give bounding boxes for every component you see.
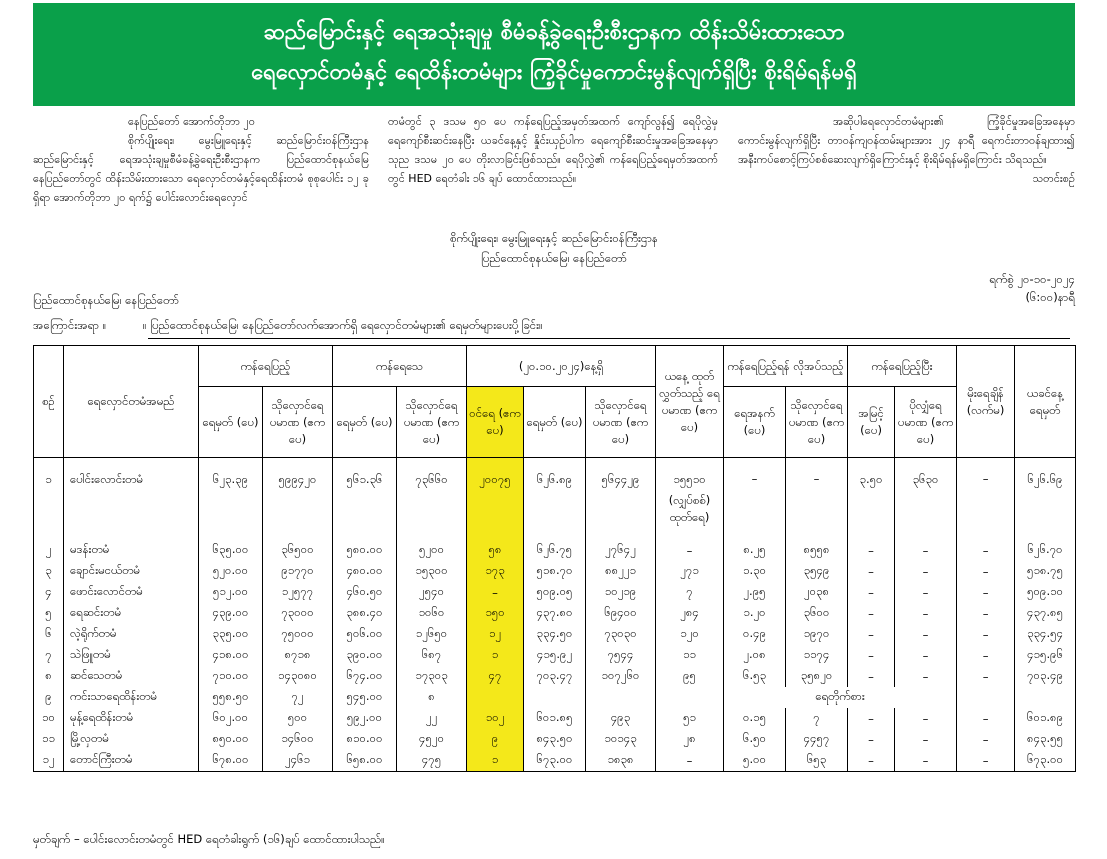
- table-cell: [1015, 510, 1076, 540]
- table-cell: –: [895, 582, 957, 603]
- table-cell: –: [957, 666, 1015, 687]
- table-cell: –: [957, 624, 1015, 645]
- table-cell: ၇၃၀၀၀: [263, 603, 333, 624]
- table-cell: ၄၆၀.၅၀: [333, 582, 397, 603]
- table-cell: ၅၉၉၄၂၀: [263, 458, 333, 511]
- table-cell: ၅၂၀၀: [397, 540, 467, 561]
- headline-banner: [33, 3, 1075, 106]
- issuer-ministry: စိုက်ပျိုးရေး၊ မွေးမြူရေးနှင့် ဆည်မြောင်းဝန်ကြီးဌာန: [449, 231, 658, 245]
- table-cell: ၅၈၀.၀၀: [333, 540, 397, 561]
- col-header-prev: ယခင်နေ့ ရေမှတ်: [1015, 346, 1076, 458]
- table-row: [34, 458, 1076, 511]
- table-cell: ၁၀၂: [467, 708, 524, 729]
- table-cell: ၂၇၁: [656, 561, 724, 582]
- table-spacer-row: [34, 510, 1076, 540]
- table-cell: –: [848, 582, 895, 603]
- table-cell: ၅၅၈.၅၀: [199, 687, 263, 708]
- sub-header-need-depth: ရေအနက် (ပေ): [724, 387, 786, 458]
- table-row: [34, 645, 1076, 666]
- reservoir-name: တောင်ကြီးတမံ: [64, 750, 199, 772]
- table-cell: ၁၀၆၀: [397, 603, 467, 624]
- table-cell: ၆၅၃: [786, 750, 848, 772]
- table-cell: ၁၂၀: [656, 624, 724, 645]
- table-cell: ၅၁၂.၀၀: [199, 582, 263, 603]
- table-cell: ၃၃၄.၅၄: [1015, 624, 1076, 645]
- table-cell: ၆.၅၃: [724, 666, 786, 687]
- addressee: ပြည်ထောင်စုနယ်မြေ၊ နေပြည်တော်: [33, 293, 180, 307]
- table-cell: ၃၆၅၀၀: [263, 540, 333, 561]
- table-cell: ၁: [467, 645, 524, 666]
- table-cell: ၆၀၂.၀၀: [199, 708, 263, 729]
- table-cell: ၅.၀၀: [724, 750, 786, 772]
- table-cell: –: [957, 729, 1015, 750]
- table-cell: ၄၅၂၀: [397, 729, 467, 750]
- table-cell: ၀.၄၉: [724, 624, 786, 645]
- group-header-date: (၂၀.၁၀.၂၀၂၄)နေ့ရှိ: [467, 346, 656, 387]
- table-cell: ၈၅၀.၀၀: [199, 729, 263, 750]
- table-cell: [656, 458, 724, 511]
- table-cell: [724, 510, 786, 540]
- table-cell: [786, 510, 848, 540]
- table-cell: ၇: [656, 582, 724, 603]
- table-cell: ၅၂၀.၀၀: [199, 561, 263, 582]
- table-cell: –: [895, 540, 957, 561]
- table-cell: ၄၃၇.၈၀: [524, 603, 586, 624]
- table-cell: ၄၁၅.၉၂: [524, 645, 586, 666]
- table-cell: ၈၇၁၈: [263, 645, 333, 666]
- table-cell: ၈: [34, 666, 64, 687]
- table-cell: ၁၁၇၄: [786, 645, 848, 666]
- table-cell: ၆၂၆.၈၉: [524, 458, 586, 511]
- table-cell: –: [895, 708, 957, 729]
- table-cell: ၅၁: [656, 708, 724, 729]
- table-cell: [848, 510, 895, 540]
- table-cell: [34, 510, 64, 540]
- reservoir-name: ဆင်သေတမံ: [64, 666, 199, 687]
- table-cell: ၆၂၆.၇၀: [1015, 540, 1076, 561]
- table-cell: ၇၀၃.၄၉: [1015, 666, 1076, 687]
- group-header-need: ကန်ရေပြည့်ရန် လိုအပ်သည့်: [724, 346, 848, 387]
- table-cell: ၁၂၅၇၇: [263, 582, 333, 603]
- reservoir-name: ပေါင်းလောင်းတမံ: [64, 458, 199, 511]
- table-cell: –: [848, 750, 895, 772]
- reservoir-name: မုန့်ရေထိန်းတမံ: [64, 708, 199, 729]
- table-cell: ၅၆၄၄၂၉: [586, 458, 656, 511]
- table-cell: ၆၇၃.၀၀: [1015, 750, 1076, 772]
- table-cell: [524, 687, 586, 708]
- table-cell: ၅၀၆.၀၀: [333, 624, 397, 645]
- table-cell: ၆၂၆.၇၅: [524, 540, 586, 561]
- table-cell: ၇၂: [263, 687, 333, 708]
- table-cell: [1015, 687, 1076, 708]
- table-row: [34, 582, 1076, 603]
- reservoir-name: လဲ့ရိုက်တမံ: [64, 624, 199, 645]
- table-cell: ၃: [34, 561, 64, 582]
- table-cell: –: [895, 729, 957, 750]
- table-cell: ၆၂၆.၆၉: [1015, 458, 1076, 511]
- table-cell: ၆၃၅.၀၀: [199, 540, 263, 561]
- table-cell: –: [848, 666, 895, 687]
- table-cell: ၃၃၅.၀၀: [199, 624, 263, 645]
- group-header-full: ကန်ရေပြည့်: [199, 346, 333, 387]
- subject-text: ။ ပြည်ထောင်စုနယ်မြေ၊ နေပြည်တော်လက်အောက်ရှိ ရေလှောင်တမံများ၏ ရေမှတ်များပေးပို့ခြင်း။: [143, 318, 543, 332]
- table-cell: –: [848, 624, 895, 645]
- table-cell: [333, 510, 397, 540]
- table-row: [34, 729, 1076, 750]
- table-cell: ၁၈၃၈: [586, 750, 656, 772]
- table-cell: [586, 687, 656, 708]
- table-body: [34, 458, 1076, 772]
- table-cell: –: [957, 750, 1015, 772]
- table-cell: ၂၈၄: [656, 603, 724, 624]
- table-cell: ၇၃၆၆၀: [397, 458, 467, 511]
- table-cell: [467, 687, 524, 708]
- table-cell: ၂၀၃၈: [786, 582, 848, 603]
- table-cell: ၂.၉၅: [724, 582, 786, 603]
- merged-note: ရေတိုက်စား: [724, 687, 957, 708]
- table-cell: [957, 687, 1015, 708]
- table-cell: ၇၅၀၀၀: [263, 624, 333, 645]
- table-cell: –: [957, 561, 1015, 582]
- table-cell: ၁၂၆၅၀: [397, 624, 467, 645]
- table-cell: ၅၁၈.၇၅: [1015, 561, 1076, 582]
- issuer-location: ပြည်ထောင်စုနယ်မြေ၊ နေပြည်တော်: [480, 251, 628, 265]
- table-cell: ၁.၃၀: [724, 561, 786, 582]
- table-cell: [586, 510, 656, 540]
- table-row: [34, 750, 1076, 772]
- table-cell: ၀.၁၅: [724, 708, 786, 729]
- table-cell: [656, 687, 724, 708]
- table-cell: ၄၇: [467, 666, 524, 687]
- table-cell: ၁.၂၀: [724, 603, 786, 624]
- table-cell: –: [848, 729, 895, 750]
- letter-date: ရက်စွဲ ၂၀-၁၀-၂၀၂၄: [989, 272, 1075, 286]
- table-cell: ၆၀၁.၈၅: [524, 708, 586, 729]
- table-cell: ၇: [786, 708, 848, 729]
- table-cell: –: [848, 561, 895, 582]
- table-cell: –: [895, 561, 957, 582]
- table-row: [34, 708, 1076, 729]
- table-cell: ၃၃၄.၅၀: [524, 624, 586, 645]
- table-cell: ၂၅၄၀: [397, 582, 467, 603]
- table-cell: ၁၂: [467, 624, 524, 645]
- table-cell: –: [957, 540, 1015, 561]
- table-cell: ၈၄၃.၅၀: [524, 729, 586, 750]
- table-cell: –: [895, 645, 957, 666]
- table-cell: ၅၀၀: [263, 708, 333, 729]
- table-cell: ၂၄၆၁: [263, 750, 333, 772]
- table-cell: [957, 510, 1015, 540]
- table-cell: –: [848, 645, 895, 666]
- table-cell: [263, 510, 333, 540]
- table-cell: ၄: [34, 582, 64, 603]
- table-cell: [397, 510, 467, 540]
- table-cell: ၂၀၀၇၅: [467, 458, 524, 511]
- news-source: သတင်းစဉ်: [1032, 172, 1075, 185]
- col-header-release: ယနေ့ ထုတ်လွှတ်သည့် ရေပမာဏ (ဧကပေ): [656, 346, 724, 458]
- table-row: [34, 687, 1076, 708]
- table-cell: ၁၁: [656, 645, 724, 666]
- table-cell: ၈၄၃.၅၅: [1015, 729, 1076, 750]
- table-cell: ၅၈: [467, 540, 524, 561]
- sub-header-over-qty: ပိုလျှံရေ ပမာဏ (ဧကပေ): [895, 387, 957, 458]
- table-cell: ၉: [34, 687, 64, 708]
- table-cell: ၆၉၄၀၀: [586, 603, 656, 624]
- reference-date: [989, 270, 1075, 306]
- table-cell: ၁၅၃၀၀: [397, 561, 467, 582]
- table-cell: –: [724, 458, 786, 511]
- issuer-block: [33, 228, 1075, 268]
- table-cell: ၅၁၈.၇၀: [524, 561, 586, 582]
- table-cell: ၄၃၉.၀၀: [199, 603, 263, 624]
- table-cell: ၄၃၇.၈၅: [1015, 603, 1076, 624]
- sub-header-inflow: ဝင်ရေ (ဧကပေ): [467, 387, 524, 458]
- table-cell: –: [848, 603, 895, 624]
- sub-header-date-level: ရေမှတ် (ပေ): [524, 387, 586, 458]
- table-cell: ၁: [467, 750, 524, 772]
- body-column-1: [33, 112, 369, 207]
- table-cell: –: [848, 540, 895, 561]
- table-cell: ၄၇၅: [397, 750, 467, 772]
- table-cell: –: [656, 540, 724, 561]
- table-cell: ၆: [34, 624, 64, 645]
- table-cell: ၃၆၃၀: [895, 458, 957, 511]
- table-cell: ၉၁၇၇၀: [263, 561, 333, 582]
- reservoir-table: [33, 345, 1076, 772]
- headline-line-1: ဆည်မြောင်းနှင့် ရေအသုံးချမှု စီမံခန့်ခွဲရေးဦးစီးဌာနက ထိန်းသိမ်းထားသော: [263, 20, 845, 45]
- table-cell: ၆.၅၀: [724, 729, 786, 750]
- table-cell: ၄၄၅၇: [786, 729, 848, 750]
- table-cell: ၃၉၀.၀၀: [333, 645, 397, 666]
- sub-header-over-height: အမြင့် (ပေ): [848, 387, 895, 458]
- table-cell: ၅၆၁.၃၆: [333, 458, 397, 511]
- table-cell: ၆၇၃.၀၀: [524, 750, 586, 772]
- table-cell: ၂: [34, 540, 64, 561]
- table-cell: –: [895, 603, 957, 624]
- table-cell: ၂၂: [397, 708, 467, 729]
- table-cell: ၂၈: [656, 729, 724, 750]
- reservoir-name: ဖောင်းလောင်တမံ: [64, 582, 199, 603]
- table-cell: –: [895, 624, 957, 645]
- table-cell: –: [656, 750, 724, 772]
- table-cell: ၁၄၃၀၈၀: [263, 666, 333, 687]
- table-cell: ၃၅၈၂၀: [786, 666, 848, 687]
- release-note: (လျှပ်စစ်): [668, 493, 711, 507]
- table-cell: ၆၈၇: [397, 645, 467, 666]
- table-cell: ၁၉၇၀: [786, 624, 848, 645]
- table-cell: ၈.၂၅: [724, 540, 786, 561]
- sub-header-full-storage: သိုလှောင်ရေ ပမာဏ (ဧကပေ): [263, 387, 333, 458]
- table-cell: ၁၀၇၂၆၀: [586, 666, 656, 687]
- table-cell: ၂.၀၈: [724, 645, 786, 666]
- table-cell: ၆၀၁.၈၉: [1015, 708, 1076, 729]
- release-note-cont: ထုတ်ရေ): [656, 510, 724, 540]
- table-cell: –: [957, 458, 1015, 511]
- table-cell: –: [957, 582, 1015, 603]
- table-cell: ၈၅၅၈: [786, 540, 848, 561]
- table-cell: ၁၅၀: [467, 603, 524, 624]
- group-header-over: ကန်ရေပြည့်ပြီး: [848, 346, 957, 387]
- table-cell: –: [895, 666, 957, 687]
- table-cell: ၈: [397, 687, 467, 708]
- group-header-dead: ကန်ရေသေ: [333, 346, 467, 387]
- sub-header-full-level: ရေမှတ် (ပေ): [199, 387, 263, 458]
- table-cell: ၈၁၀.၀၀: [333, 729, 397, 750]
- col-header-rain: မိုးရေချိန် (လက်မ): [957, 346, 1015, 458]
- body-column-2: [388, 112, 718, 188]
- table-cell: ၇၅၄၄: [586, 645, 656, 666]
- table-cell: ၄၁၅.၉၆: [1015, 645, 1076, 666]
- dateline: နေပြည်တော် အောက်တိုဘာ ၂၀: [128, 115, 255, 128]
- subject-underline: [148, 338, 1070, 339]
- table-cell: ၁၂: [34, 750, 64, 772]
- table-cell: –: [467, 582, 524, 603]
- table-cell: ၃၈၈.၄၀: [333, 603, 397, 624]
- body-column-3: [738, 112, 1075, 188]
- reservoir-name: ချောင်းမငယ်တမံ: [64, 561, 199, 582]
- table-cell: –: [957, 645, 1015, 666]
- reservoir-name: ရေဆင်းတမံ: [64, 603, 199, 624]
- body-paragraph-2: တမံတွင် ၃ ဒသမ ၅၀ ပေ ကန်ရေပြည့်အမှတ်အထက် ကျော်လွန်၍ ရေပိုလွှဲမှ ရေကျော်စီးဆင်းနေပြီး ယခင်နေ့နှင့် နှိုင်းယှဉ်ပါက ရေကျော်စီးဆင်းမှုအခြေအနေမှာ သုည ဒသမ ၂၀ ပေ တိုးလာခြင်းဖြစ်သည်။ ရေပိုလွှဲ၏ ကန်ရေပြည့်ရေမှတ်အထက်တွင် HED ရေတံခါး ၁၆ ချပ် ထောင်ထားသည်။: [388, 115, 718, 185]
- sub-header-need-storage: သိုလှောင်ရေ ပမာဏ (ဧကပေ): [786, 387, 848, 458]
- footnote: မှတ်ချက် – ပေါင်းလောင်းတမံတွင် HED ရေတံခါးရွက် (၁၆)ချပ် ထောင်ထားပါသည်။: [33, 832, 385, 846]
- table-cell: ၅၀၉.၀၅: [524, 582, 586, 603]
- table-cell: ၃၆၀၀: [786, 603, 848, 624]
- reservoir-name: သဲဖြူတမံ: [64, 645, 199, 666]
- sub-header-date-storage: သိုလှောင်ရေ ပမာဏ (ဧကပေ): [586, 387, 656, 458]
- table-row: [34, 666, 1076, 687]
- reservoir-name: ကင်းသာရေထိန်းတမံ: [64, 687, 199, 708]
- table-cell: ၅၀၉.၁၀: [1015, 582, 1076, 603]
- table-cell: [64, 510, 199, 540]
- table-cell: ၅၄၅.၀၀: [333, 687, 397, 708]
- table-row: [34, 561, 1076, 582]
- subject-line: [33, 318, 1073, 335]
- table-cell: ၂၇၆၄၂: [586, 540, 656, 561]
- col-header-no: စဉ်: [34, 346, 64, 458]
- table-cell: –: [957, 708, 1015, 729]
- table-cell: ၁၄၆၀၀: [263, 729, 333, 750]
- table-cell: –: [786, 458, 848, 511]
- table-cell: –: [848, 708, 895, 729]
- table-row: [34, 624, 1076, 645]
- table-cell: ၆၇၈.၀၀: [199, 750, 263, 772]
- table-cell: ၁၁: [34, 729, 64, 750]
- col-header-name: ရေလှောင်တမံအမည်: [64, 346, 199, 458]
- reservoir-name: မဒန်းတမံ: [64, 540, 199, 561]
- release-value: ၁၅၅၁၀: [673, 472, 706, 486]
- body-paragraph-3: အဆိုပါရေလှောင်တမံများ၏ ကြံ့ခိုင်မှုအခြေအနေမှာ ကောင်းမွန်လျက်ရှိပြီး တာဝန်ကျဝန်ထမ်းများအား ၂၄ နာရီ ရေကင်းတာဝန်ချထား၍ အနီးကပ်စောင့်ကြပ်စစ်ဆေးလျက်ရှိကြောင်းနှင့် စိုးရိမ်ရန်မရှိကြောင်း သိရသည်။: [738, 115, 1075, 166]
- table-cell: –: [957, 603, 1015, 624]
- sub-header-dead-level: ရေမှတ် (ပေ): [333, 387, 397, 458]
- table-cell: ၁၇၃: [467, 561, 524, 582]
- table-cell: ၆၇၄.၀၀: [333, 666, 397, 687]
- table-cell: ၆၅၈.၀၀: [333, 750, 397, 772]
- table-row: [34, 603, 1076, 624]
- table-cell: ၁၀: [34, 708, 64, 729]
- table-cell: ၄၈၀.၀၀: [333, 561, 397, 582]
- headline-line-2: ရေလှောင်တမံနှင့် ရေထိန်းတမံများ ကြံ့ခိုင်မှုကောင်းမွန်လျက်ရှိပြီး စိုးရိမ်ရန်မရှိ: [251, 60, 857, 85]
- table-cell: [467, 510, 524, 540]
- table-cell: [199, 510, 263, 540]
- table-cell: [895, 510, 957, 540]
- table-cell: ၇: [34, 645, 64, 666]
- table-cell: ၈၈၂၂၁: [586, 561, 656, 582]
- table-cell: ၉၅: [656, 666, 724, 687]
- body-paragraph-1: စိုက်ပျိုးရေး၊ မွေးမြူရေးနှင့် ဆည်မြောင်းဝန်ကြီးဌာန ဆည်မြောင်းနှင့် ရေအသုံးချမှုစီမံခန့်ခွဲရေးဦးစီးဌာနက ပြည်ထောင်စုနယ်မြေ နေပြည်တော်တွင် ထိန်းသိမ်းထားသော ရေလှောင်တမံနှင့်ရေထိန်းတမံ စုစုပေါင်း ၁၂ ခုရှိရာ အောက်တိုဘာ ၂၀ ရက်၌ ပေါင်းလောင်းရေလှောင်: [33, 134, 369, 204]
- table-cell: ၄၁၈.၀၀: [199, 645, 263, 666]
- subject-label: အကြောင်းအရာ ။: [33, 318, 107, 332]
- table-row: [34, 540, 1076, 561]
- reservoir-name: မြို့လှတမံ: [64, 729, 199, 750]
- table-cell: ၅၉၂.၀၀: [333, 708, 397, 729]
- table-cell: [524, 510, 586, 540]
- table-cell: ၅: [34, 603, 64, 624]
- table-cell: ၁၀၂၁၉: [586, 582, 656, 603]
- table-cell: ၇၃၀၃၀: [586, 624, 656, 645]
- table-cell: ၄၉၃: [586, 708, 656, 729]
- table-cell: ၆၂၃.၃၉: [199, 458, 263, 511]
- sub-header-dead-storage: သိုလှောင်ရေ ပမာဏ (ဧကပေ): [397, 387, 467, 458]
- table-cell: ၃.၅၀: [848, 458, 895, 511]
- table-cell: ၉: [467, 729, 524, 750]
- table-cell: ၁၀၁၄၃: [586, 729, 656, 750]
- table-cell: ၇၀၃.၄၇: [524, 666, 586, 687]
- table-cell: –: [895, 750, 957, 772]
- table-cell: ၇၁၀.၀၀: [199, 666, 263, 687]
- table-cell: ၁၇၃၀၃: [397, 666, 467, 687]
- letter-time: (၆:၀၀)နာရီ: [1025, 290, 1075, 304]
- table-cell: ၁: [34, 458, 64, 511]
- table-cell: ၃၅၄၉: [786, 561, 848, 582]
